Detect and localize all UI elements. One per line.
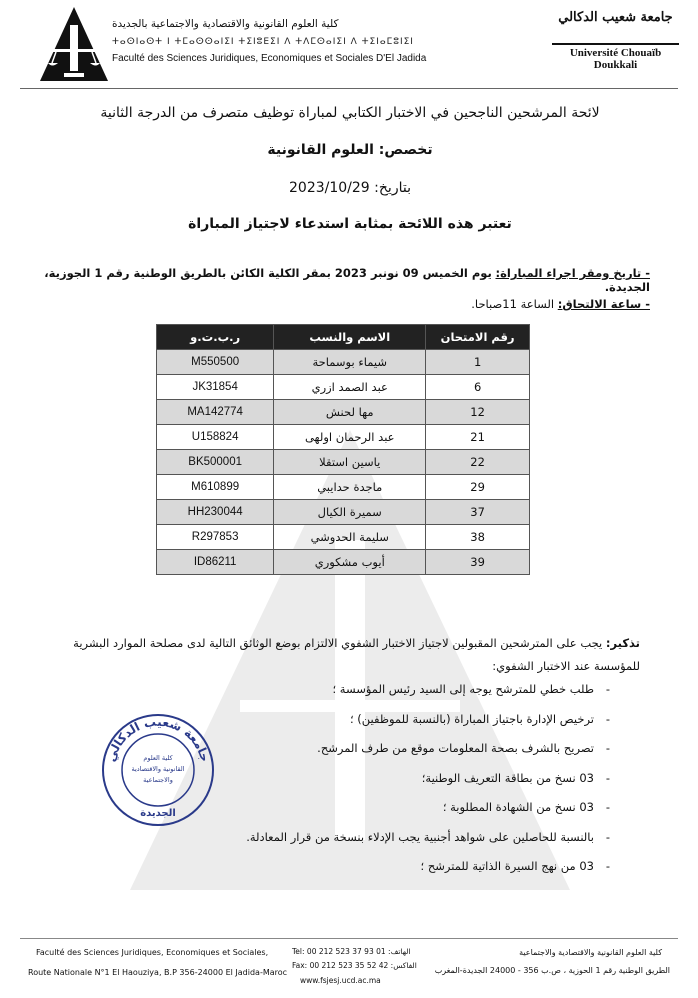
footer-address-ar-line1: كلية العلوم القانونية والاقتصادية والاجتماعية [519,948,662,957]
stamp-inner-line: والاجتماعية [143,776,173,784]
candidate-name: ماجدة حدايبي [274,475,426,500]
exam-number: 1 [426,350,530,375]
document-item: بالنسبة للحاصلين على شواهد أجنبية يجب الإدلاء بنسخة من قرار المعادلة. [246,829,594,844]
candidate-id: MA142774 [157,400,274,425]
table-row [157,375,530,400]
table-row [157,475,530,500]
exam-number: 29 [426,475,530,500]
candidate-id: BK500001 [157,450,274,475]
table-row [157,550,530,575]
faculty-name-tifinagh: ⵜⴰⵙⵏⴰⵙⵜ ⵏ ⵜⵎⴰⵙⵙⴰⵏⵉⵏ ⵜⵉⵏⵓⴹⵉⵏ ⴷ ⵜⴷⵎⵙⴰⵏⵉⵏ ⴷ ⵜⵉⵏⴰⵎⵓⵏⵉⵏ [112,37,414,47]
footer-fax: Fax: 00 212 523 35 52 42 :الفاكس [292,961,417,970]
exam-number: 21 [426,425,530,450]
footer-address-ar-line2: الطريق الوطنية رقم 1 الحوزية ، ص.ب 356 - 24000 الجديدة-المغرب [434,966,670,975]
candidate-name: شيماء بوسماحة [274,350,426,375]
stamp-city: الجديدة [140,808,176,819]
official-stamp [100,712,216,828]
university-name-ar: جامعة شعيب الدكالي [558,10,673,25]
reminder-paragraph [60,632,640,678]
footer-address-fr-line2: Route Nationale N°1 El Haouziya, B.P 356-24000 El Jadida-Maroc [28,968,288,977]
column-header-full-name: الاسم والنسب [274,325,426,350]
exam-number: 39 [426,550,530,575]
candidate-name: أيوب مشكوري [274,550,426,575]
column-header-id-number: ر.ب.ت.و [157,325,274,350]
candidate-id: JK31854 [157,375,274,400]
convocation-notice: تعتبر هذه اللائحة بمثابة استدعاء لاجتياز المباراة [188,216,512,232]
exam-date-value: يوم الخميس 09 نونبر 2023 بمقر الكلية الكائن بالطريق الوطنية رقم 1 الجوزية، الجديدة. [44,266,650,294]
candidate-id: M610899 [157,475,274,500]
candidate-id: ID86211 [157,550,274,575]
table-row [157,400,530,425]
stamp-inner-line: كلية العلوم [143,754,173,762]
list-item: - بالنسبة للحاصلين على شواهد أجنبية يجب الإدلاء بنسخة من قرار المعادلة. [246,829,610,844]
table-row [157,350,530,375]
document-item: 03 نسخ من الشهادة المطلوبة ؛ [442,800,594,814]
table-header-row [157,325,530,350]
university-logo-rule [552,43,679,45]
table-row [157,425,530,450]
faculty-emblem-icon [38,5,110,83]
footer-phone: Tel: 00 212 523 37 93 01 :الهاتف [292,947,411,956]
faculty-name-ar: كلية العلوم القانونية والاقتصادية والاجتماعية بالجديدة [112,18,339,30]
arrival-time-label: - ساعة الالتحاق: [557,297,650,311]
table-row [157,525,530,550]
candidate-name: مها لحنش [274,400,426,425]
list-item: - تصريح بالشرف بصحة المعلومات موقع من طرف المرشح. [317,741,610,755]
candidate-id: M550500 [157,350,274,375]
table-row [157,450,530,475]
candidates-table [156,324,530,575]
candidate-id: R297853 [157,525,274,550]
exam-date-label: - تاريخ ومقر اجراء المباراة: [495,266,650,280]
specialty-heading: تخصص: العلوم القانونية [267,142,433,158]
candidate-name: سميرة الكيال [274,500,426,525]
table-row [157,500,530,525]
list-item: - 03 من نهج السيرة الذاتية للمترشح ؛ [420,859,610,873]
exam-number: 12 [426,400,530,425]
document-item: 03 نسخ من بطاقة التعريف الوطنية؛ [421,770,594,785]
candidate-id: HH230044 [157,500,274,525]
footer-website-link[interactable]: www.fsjesj.ucd.ac.ma [300,976,381,985]
document-item: طلب خطي للمترشح يوجه إلى السيد رئيس المؤسسة ؛ [332,682,594,696]
exam-number: 37 [426,500,530,525]
candidate-id: U158824 [157,425,274,450]
stamp-inner-line: القانونية والاقتصادية [131,765,185,773]
candidate-name: سليمة الحدوشي [274,525,426,550]
exam-number: 6 [426,375,530,400]
footer-address-fr-line1: Faculté des Sciences Juridiques, Economiques et Sociales, [36,948,269,957]
stamp-outer-text: جامعة شعيب الدكالي [103,714,213,764]
candidate-name: ياسين استقلا [274,450,426,475]
document-title: لائحة المرشحين الناجحين في الاختبار الكتابي لمباراة توظيف متصرف من الدرجة الثانية [100,105,600,121]
reminder-text: يجب على المترشحين المقبولين لاجتياز الاختبار الشفوي الالتزام بوضع الوثائق التالية لدى مصلحة الموارد البشرية للمؤسسة عند الاختبار الشفوي: [73,636,640,673]
university-logo [548,10,683,71]
university-name-fr: Université Chouaïb Doukkali [569,47,662,71]
document-item: 03 من نهج السيرة الذاتية للمترشح ؛ [420,859,594,873]
exam-number: 38 [426,525,530,550]
document-item: ترخيص الإدارة باجتياز المباراة (بالنسبة للموظفين) ؛ [350,711,594,726]
faculty-name-fr: Faculté des Sciences Juridiques, Economiques et Sociales D'El Jadida [112,53,427,64]
candidate-name: عبد الصمد ازري [274,375,426,400]
document-date: بتاريخ: 2023/10/29 [289,180,411,196]
header-divider [20,88,678,89]
list-item: - 03 نسخ من بطاقة التعريف الوطنية؛ [421,770,610,785]
exam-number: 22 [426,450,530,475]
list-item: - ترخيص الإدارة باجتياز المباراة (بالنسبة للموظفين) ؛ [350,711,610,726]
footer-divider [20,938,678,939]
arrival-time [471,297,650,311]
document-item: تصريح بالشرف بصحة المعلومات موقع من طرف المرشح. [317,741,594,755]
list-item: - 03 نسخ من الشهادة المطلوبة ؛ [442,800,610,814]
column-header-exam-number: رقم الامتحان [426,325,530,350]
arrival-time-value: الساعة 11صباحا. [471,297,555,311]
reminder-label: تذكير: [605,636,640,650]
list-item: - طلب خطي للمترشح يوجه إلى السيد رئيس المؤسسة ؛ [332,682,610,696]
candidate-name: عبد الرحمان اولهى [274,425,426,450]
exam-date-location [0,266,650,294]
